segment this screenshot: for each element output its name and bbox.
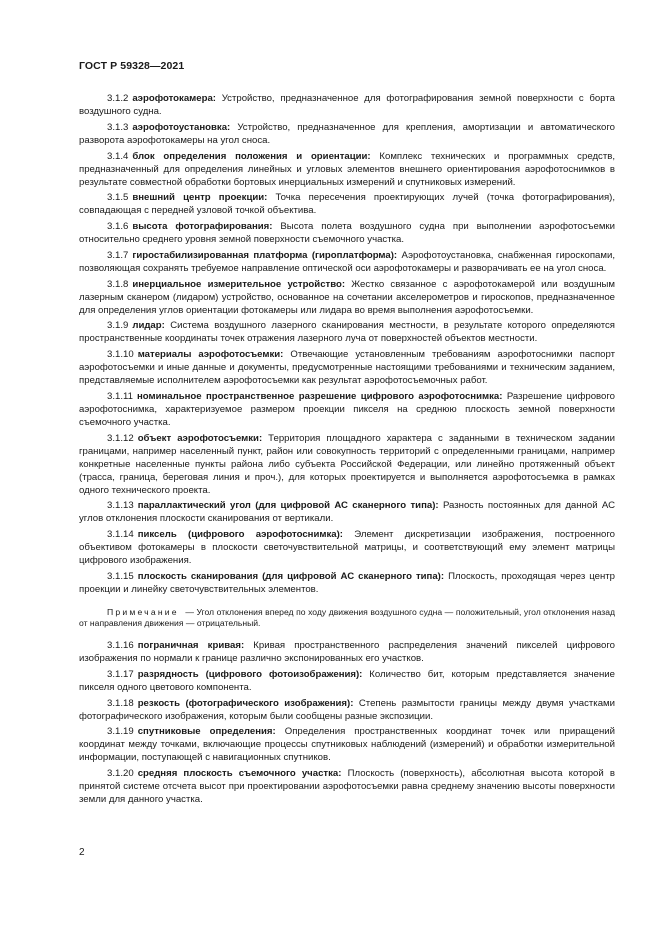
term-number: 3.1.11 bbox=[107, 391, 133, 403]
term-name: номинальное пространственное разрешение цифрового аэрофотоснимка: bbox=[136, 391, 503, 403]
term-entry bbox=[79, 192, 615, 218]
term-definition: Разрешение цифрового аэрофотоснимка, характеризуемое размером проекции пикселя на среднюю плоскость земной поверхности съемочного участка. bbox=[79, 391, 616, 428]
term-name: пиксель (цифрового аэрофотоснимка): bbox=[137, 529, 343, 541]
term-definition: Отвечающие установленным требованиям аэрофотоснимки паспорт аэрофотосъемки и иные данные и документы, предусмотренные настоящими требованиями и техническим заданием, представляемые исполнителем аэрофотосъемки как результат аэрофотосъемочных работ. bbox=[79, 349, 616, 387]
term-entry bbox=[79, 669, 615, 695]
term-name: спутниковые определения: bbox=[137, 726, 276, 738]
term-definition: Элемент дискретизации изображения, построенного объективом фотокамеры в плоскости светочувствительной матрицы, и соответствующий ему элемент матрицы цифрового изображения. bbox=[79, 529, 616, 567]
term-definition: Комплекс технических и программных средств, предназначенный для определения линейных и угловых элементов внешнего ориентирования аэрофотоснимков в результате совместной обработки бортовых инерциальных измерений и спутниковых измерений. bbox=[79, 150, 615, 188]
term-definition: Плоскость, проходящая через центр проекции и линейку светочувствительных элементов. bbox=[79, 570, 616, 595]
term-entry bbox=[79, 93, 615, 119]
term-number: 3.1.19 bbox=[107, 726, 134, 738]
term-number: 3.1.7 bbox=[107, 249, 129, 261]
term-definition: Количество бит, которым представляется значение пикселя одного цветового компонента. bbox=[79, 668, 615, 693]
term-number: 3.1.3 bbox=[107, 121, 129, 133]
term-name: блок определения положения и ориентации: bbox=[132, 150, 371, 162]
term-entry bbox=[79, 571, 615, 597]
term-number: 3.1.10 bbox=[107, 349, 134, 361]
term-name: параллактический угол (для цифровой АС сканерного типа): bbox=[137, 500, 439, 512]
term-definition: Территория площадного характера с заданными в техническом задании границами, например населенный пункт, район или совокупность территорий с определенными границами, например конкретные населенные пункты района либо субъекта Российской Федерации, или линейно протяженный объект (трасса, граница, береговая линия и проч.), для которых проектируется и выполняется аэрофотосъемка в рамках одного технического проекта. bbox=[79, 432, 615, 496]
term-entry bbox=[79, 122, 615, 148]
term-definition: Устройство, предназначенное для фотографирования земной поверхности с борта воздушного судна. bbox=[79, 93, 615, 117]
term-entry bbox=[79, 500, 615, 526]
page-number: 2 bbox=[79, 847, 85, 858]
term-entry bbox=[79, 279, 615, 318]
term-name: пограничная кривая: bbox=[137, 640, 245, 652]
term-definition: Точка пересечения проектирующих лучей (точка фотографирования), совпадающая с передней узловой точкой объектива. bbox=[79, 192, 615, 217]
term-number: 3.1.2 bbox=[107, 93, 129, 104]
term-number: 3.1.15 bbox=[107, 570, 134, 582]
term-number: 3.1.13 bbox=[107, 500, 134, 512]
term-name: лидар: bbox=[132, 320, 165, 332]
note-text: — Угол отклонения вперед по ходу движения воздушного судна — положительный, угол отклонения назад от направления движения — отрицательный. bbox=[79, 606, 615, 629]
term-definition: Аэрофотоустановка, снабженная гироскопами, позволяющая сохранять требуемое направление оптической оси аэрофотокамеры и разворачивать ее на угол сноса. bbox=[79, 249, 615, 274]
term-definition: Степень размытости границы между двумя участками фотографического изображения, которым были сообщены разные экспозиции. bbox=[79, 697, 615, 722]
term-definition: Система воздушного лазерного сканирования местности, в результате которого определяются пространственные координаты точек отражения лазерного луча от поверхностей объектов местности. bbox=[79, 320, 615, 345]
term-name: гиростабилизированная платформа (гироплатформа): bbox=[132, 249, 398, 261]
term-name: плоскость сканирования (для цифровой АС сканерного типа): bbox=[137, 570, 445, 582]
term-entry bbox=[79, 250, 615, 276]
term-definition: Устройство, предназначенное для крепления, амортизации и автоматического разворота аэрофотокамеры на угол сноса. bbox=[79, 121, 615, 146]
terms-list-b bbox=[79, 640, 615, 807]
term-number: 3.1.14 bbox=[107, 529, 134, 541]
term-name: средняя плоскость съемочного участка: bbox=[137, 768, 342, 780]
term-number: 3.1.8 bbox=[107, 278, 129, 290]
term-name: аэрофотокамера: bbox=[132, 93, 216, 104]
term-definition: Жестко связанное с аэрофотокамерой или воздушным лазерным сканером (лидаром) устройство, основанное на сочетании акселерометров и гироскопов, предназначенное для определения углов ориентации фотокамеры или лидара во время выполнения аэрофотосъемки. bbox=[79, 278, 615, 316]
term-name: разрядность (цифрового фотоизображения): bbox=[137, 668, 363, 680]
term-name: аэрофотоустановка: bbox=[132, 121, 231, 133]
term-definition: Плоскость (поверхность), абсолютная высота которой в принятой системе отсчета высот при проектировании аэрофотосъемки равна среднему значению высоты поверхности земли для данного участка. bbox=[79, 768, 615, 806]
term-number: 3.1.9 bbox=[107, 320, 129, 332]
term-entry bbox=[79, 726, 615, 765]
term-number: 3.1.16 bbox=[107, 640, 134, 652]
term-entry bbox=[79, 221, 615, 247]
term-definition: Кривая пространственного распределения значений пикселей цифрового изображения по нормали к границе различно экспонированных его участков. bbox=[79, 640, 615, 665]
term-entry bbox=[79, 320, 615, 346]
term-number: 3.1.6 bbox=[107, 221, 129, 233]
term-entry bbox=[79, 529, 615, 568]
term-number: 3.1.20 bbox=[107, 768, 134, 780]
term-name: материалы аэрофотосъемки: bbox=[137, 349, 284, 361]
term-number: 3.1.4 bbox=[107, 150, 129, 162]
term-entry bbox=[79, 151, 615, 190]
term-name: высота фотографирования: bbox=[132, 221, 273, 233]
term-entry bbox=[79, 698, 615, 724]
terms-list-a bbox=[79, 93, 615, 597]
document-header: ГОСТ Р 59328—2021 bbox=[79, 60, 185, 72]
term-name: резкость (фотографического изображения): bbox=[137, 697, 354, 709]
term-number: 3.1.12 bbox=[107, 432, 134, 444]
term-number: 3.1.18 bbox=[107, 697, 134, 709]
term-name: инерциальное измерительное устройство: bbox=[132, 278, 346, 290]
term-entry bbox=[79, 349, 615, 388]
term-entry bbox=[79, 391, 615, 430]
term-definition: Определения пространственных координат точек или приращений координат между точками, включающие процессы спутниковых наблюдений (измерений) и обработки измерительной информации, поступающей с навигационных спутников. bbox=[79, 726, 616, 764]
term-entry bbox=[79, 768, 615, 807]
note-paragraph bbox=[79, 607, 615, 630]
term-name: объект аэрофотосъемки: bbox=[137, 432, 263, 444]
note-label: Примечание bbox=[107, 606, 179, 617]
document-body bbox=[79, 93, 615, 810]
term-entry bbox=[79, 433, 615, 498]
term-entry bbox=[79, 640, 615, 666]
term-definition: Высота полета воздушного судна при выполнении аэрофотосъемки относительно среднего уровня земной поверхности съемочного участка. bbox=[79, 221, 615, 246]
term-number: 3.1.17 bbox=[107, 668, 134, 680]
term-name: внешний центр проекции: bbox=[132, 192, 268, 204]
term-number: 3.1.5 bbox=[107, 192, 129, 204]
term-definition: Разность постоянных для данной АС углов отклонения плоскости сканирования от вертикали. bbox=[79, 500, 616, 525]
